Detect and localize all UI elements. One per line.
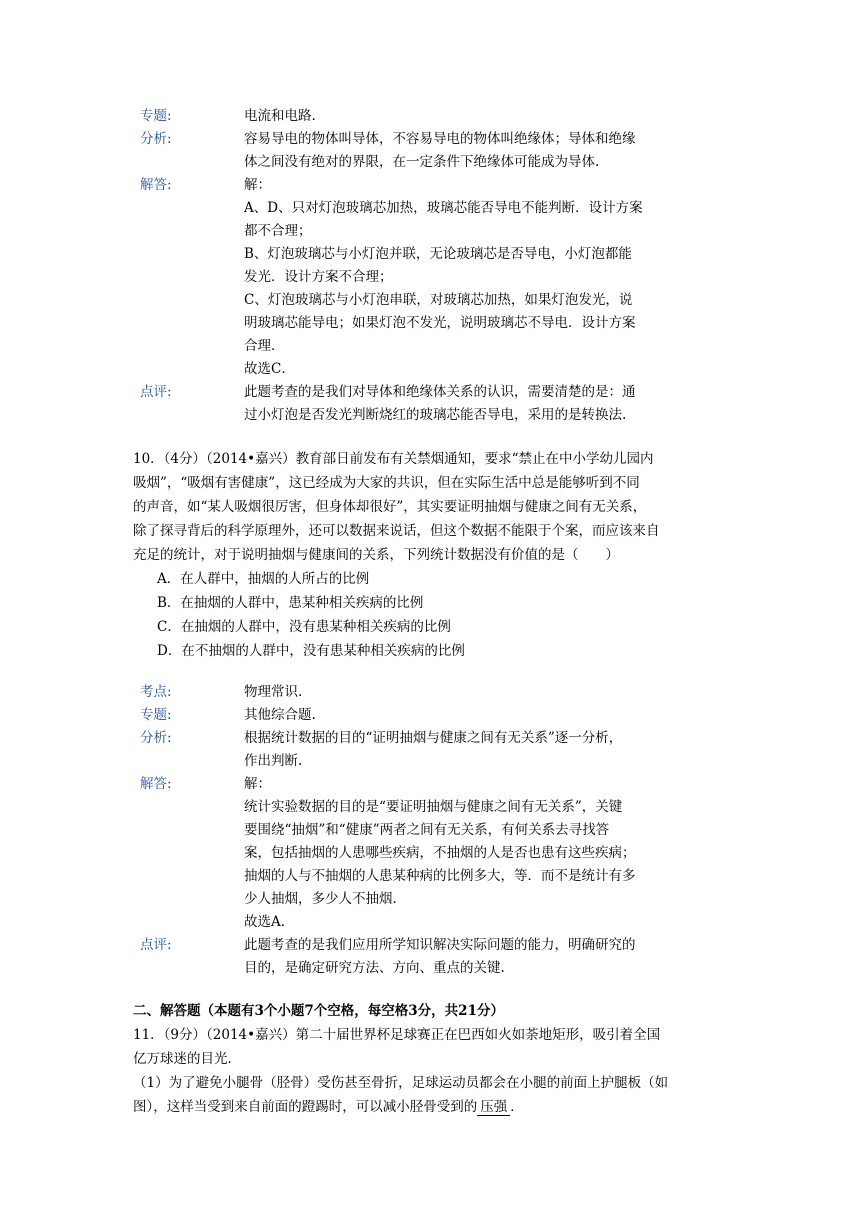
- answer-blank: 压强: [477, 1099, 510, 1116]
- answer-line: A、D、只对灯泡玻璃芯加热，玻璃芯能否导电不能判断．设计方案: [244, 200, 643, 216]
- section-heading: 二、解答题（本题有3个小题7个空格，每空格3分，共21分）: [133, 1003, 504, 1019]
- topic-value: 电流和电路.: [244, 108, 316, 124]
- answer-line: 明玻璃芯能导电；如果灯泡不发光，说明玻璃芯不导电．设计方案: [244, 315, 636, 331]
- question-stem-line: 亿万球迷的目光．: [133, 1051, 241, 1067]
- topic-label: 专题:: [140, 108, 172, 124]
- analysis-line: 根据统计数据的目的“证明抽烟与健康之间有无关系”逐一分析，: [244, 730, 623, 746]
- answer-line: 都不合理；: [244, 223, 312, 239]
- answer-line: 解：: [244, 177, 271, 193]
- answer-line: 抽烟的人与不抽烟的人患某种病的比例多大，等．而不是统计有多: [244, 868, 636, 884]
- comment-line: 过小灯泡是否发光判断烧红的玻璃芯能否导电，采用的是转换法.: [244, 407, 627, 423]
- answer-line: 故选A．: [244, 914, 295, 930]
- topic-label: 专题:: [140, 707, 172, 723]
- comment-line: 目的，是确定研究方法、方向、重点的关键.: [244, 960, 505, 976]
- part1-text: 图），这样当受到来自前面的蹬踢时，可以减小胫骨受到的: [133, 1099, 478, 1115]
- option-d: D．在不抽烟的人群中，没有患某种相关疾病的比例: [157, 643, 465, 659]
- answer-label: 解答:: [140, 776, 172, 792]
- analysis-label: 分析:: [140, 730, 172, 746]
- analysis-line: 体之间没有绝对的界限，在一定条件下绝缘体可能成为导体.: [244, 154, 600, 170]
- answer-label: 解答:: [140, 177, 172, 193]
- answer-line: 统计实验数据的目的是“要证明抽烟与健康之间有无关系”，关键: [244, 799, 623, 815]
- question-stem-line: 的声音，如“某人吸烟很厉害，但身体却很好”，其实要证明抽烟与健康之间有无关系，: [133, 499, 647, 515]
- comment-label: 点评:: [140, 937, 172, 953]
- answer-line: 少人抽烟，多少人不抽烟.: [244, 891, 397, 907]
- point-value: 物理常识.: [244, 684, 303, 700]
- answer-line: 故选C．: [244, 361, 295, 377]
- analysis-line: 容易导电的物体叫导体，不容易导电的物体叫绝缘体；导体和绝缘: [244, 131, 636, 147]
- answer-line: 解：: [244, 776, 271, 792]
- comment-label: 点评:: [140, 384, 172, 400]
- comment-line: 此题考查的是我们对导体和绝缘体关系的认识，需要清楚的是：通: [244, 384, 636, 400]
- part1-line: [133, 1096, 524, 1119]
- option-b: B．在抽烟的人群中，患某种相关疾病的比例: [157, 595, 424, 611]
- point-label: 考点:: [140, 684, 172, 700]
- part1-end: ．: [510, 1099, 524, 1115]
- part1-line: （1）为了避免小腿骨（胫骨）受伤甚至骨折，足球运动员都会在小腿的前面上护腿板（如: [133, 1075, 669, 1091]
- answer-line: 合理．: [244, 338, 285, 354]
- topic-value: 其他综合题.: [244, 707, 316, 723]
- answer-line: 要围绕“抽烟”和“健康”两者之间有无关系，有何关系去寻找答: [244, 822, 610, 838]
- option-c: C．在抽烟的人群中，没有患某种相关疾病的比例: [157, 619, 451, 635]
- question-stem-line: 充足的统计，对于说明抽烟与健康间的关系，下列统计数据没有价值的是（ ）: [133, 547, 619, 563]
- answer-line: 发光．设计方案不合理；: [244, 269, 393, 285]
- question-stem-line: 除了探寻背后的科学原理外，还可以数据来说话，但这个数据不能限于个案，而应该来自: [133, 523, 660, 539]
- question-stem-line: 11．（9分）（2014•嘉兴）第二十届世界杯足球赛正在巴西如火如荼地矩形，吸引着全国: [133, 1027, 661, 1043]
- comment-line: 此题考查的是我们应用所学知识解决实际问题的能力，明确研究的: [244, 937, 636, 953]
- analysis-line: 作出判断.: [244, 753, 303, 769]
- analysis-label: 分析:: [140, 131, 172, 147]
- question-stem-line: 吸烟”，“吸烟有害健康”，这已经成为大家的共识，但在实际生活中总是能够听到不同: [133, 475, 640, 491]
- question-stem-line: 10．（4分）（2014•嘉兴）教育部日前发布有关禁烟通知，要求“禁止在中小学幼儿园内: [133, 451, 654, 467]
- answer-line: C、灯泡玻璃芯与小灯泡串联，对玻璃芯加热，如果灯泡发光，说: [244, 292, 633, 308]
- option-a: A．在人群中，抽烟的人所占的比例: [157, 571, 370, 587]
- answer-line: B、灯泡玻璃芯与小灯泡并联，无论玻璃芯是否导电，小灯泡都能: [244, 246, 632, 262]
- answer-line: 案，包括抽烟的人患哪些疾病，不抽烟的人是否也患有这些疾病；: [244, 845, 636, 861]
